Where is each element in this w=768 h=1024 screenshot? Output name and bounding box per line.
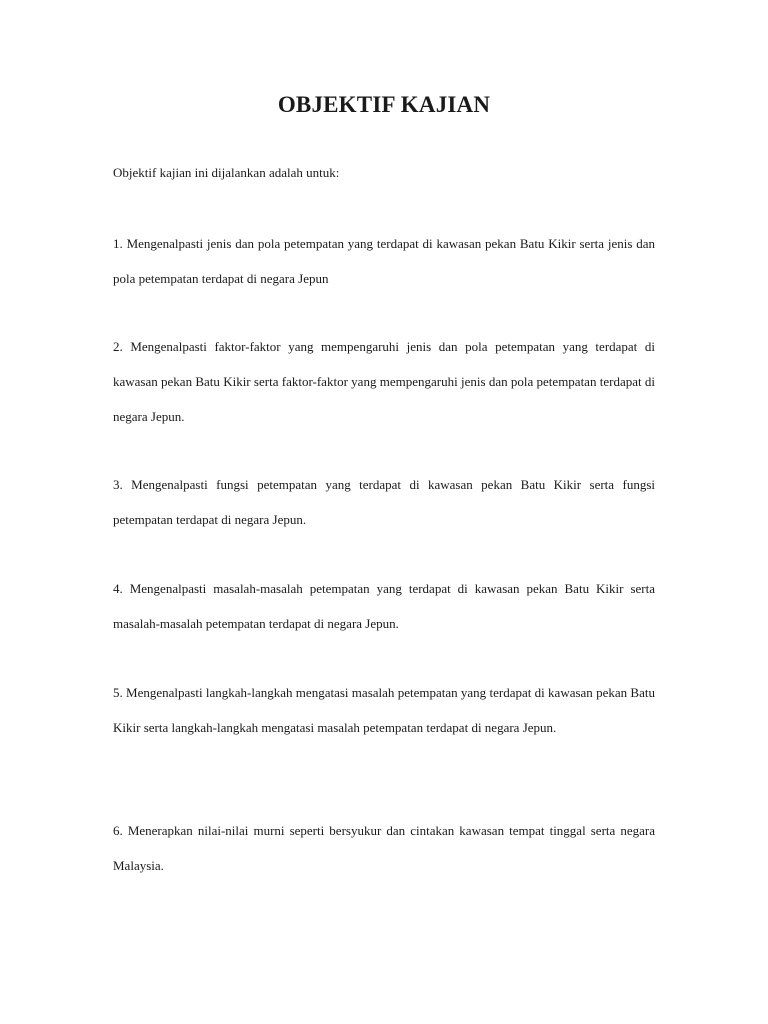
objective-item-2: 2. Mengenalpasti faktor-faktor yang mempengaruhi jenis dan pola petempatan yang terdapat di kawasan pekan Batu Kikir serta faktor-faktor yang mempengaruhi jenis dan pola petempatan terdapat di negara Jepun. bbox=[113, 339, 655, 424]
objective-item-5: 5. Mengenalpasti langkah-langkah mengatasi masalah petempatan yang terdapat di kawasan pekan Batu Kikir serta langkah-langkah mengatasi masalah petempatan terdapat di negara Jepun. bbox=[113, 685, 655, 735]
intro-paragraph: Objektif kajian ini dijalankan adalah untuk: bbox=[113, 165, 340, 180]
objective-item-3: 3. Mengenalpasti fungsi petempatan yang terdapat di kawasan pekan Batu Kikir serta fungsi petempatan terdapat di negara Jepun. bbox=[113, 477, 655, 527]
objective-item-4: 4. Mengenalpasti masalah-masalah petempatan yang terdapat di kawasan pekan Batu Kikir serta masalah-masalah petempatan terdapat di negara Jepun. bbox=[113, 581, 655, 631]
objective-item-6: 6. Menerapkan nilai-nilai murni seperti bersyukur dan cintakan kawasan tempat tinggal serta negara Malaysia. bbox=[113, 823, 655, 873]
objective-item-1: 1. Mengenalpasti jenis dan pola petempatan yang terdapat di kawasan pekan Batu Kikir serta jenis dan pola petempatan terdapat di negara Jepun bbox=[113, 236, 655, 286]
document-title: OBJEKTIF KAJIAN bbox=[277, 92, 491, 117]
